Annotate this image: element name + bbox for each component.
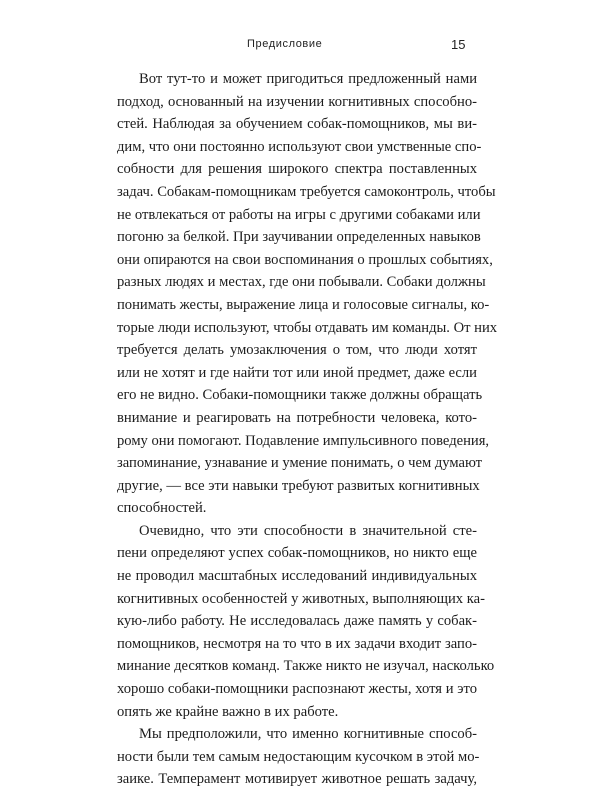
text-line: минание десятков команд. Также никто не изучал, насколько (117, 658, 495, 675)
text-line: они опираются на свои воспоминания о прошлых событиях, (117, 251, 493, 268)
text-line: другие, — все эти навыки требуют развитых когнитивных (117, 477, 480, 494)
body-text (117, 68, 498, 791)
text-line: разных людях и местах, где они побывали. Собаки должны (117, 274, 486, 291)
text-line: рому они помогают. Подавление импульсивного поведения, (117, 432, 490, 449)
text-line: способностей. (117, 500, 207, 517)
text-line: стей. Наблюдая за обучением собак-помощников, мы ви- (117, 116, 477, 133)
paragraph-2 (117, 520, 495, 723)
text-line: Вот тут-то и может пригодиться предложенный нами (139, 71, 477, 87)
text-line: его не видно. Собаки-помощники также должны обращать (117, 387, 483, 404)
text-line: дим, что они постоянно используют свои умственные спо- (117, 138, 482, 155)
text-line: заике. Темперамент мотивирует животное решать задачу, (117, 771, 477, 788)
text-line: хорошо собаки-помощники распознают жесты, хотя и это (117, 681, 477, 698)
text-line: не отвлекаться от работы на игры с другими собаками или (117, 206, 481, 223)
chapter-title: Предисловие (247, 38, 323, 50)
text-line: Мы предположили, что именно когнитивные способ- (139, 726, 477, 743)
text-line: внимание и реагировать на потребности человека, кото- (117, 409, 477, 426)
text-line: или не хотят и где найти тот или иной предмет, даже если (117, 364, 477, 381)
text-line: не проводил масштабных исследований индивидуальных (117, 568, 477, 585)
text-line: подход, основанный на изучении когнитивных способно- (117, 93, 477, 110)
text-line: погоню за белкой. При заучивании определенных навыков (117, 229, 481, 246)
running-header (0, 38, 600, 54)
paragraph-1 (117, 68, 498, 520)
text-line: пени определяют успех собак-помощников, но никто еще (117, 545, 477, 562)
text-line: требуется делать умозаключения о том, что люди хотят (117, 342, 477, 359)
text-line: ности были тем самым недостающим кусочком в этой мо- (117, 748, 480, 765)
text-line: торые люди используют, чтобы отдавать им команды. От них (117, 319, 498, 336)
text-line: опять же крайне важно в их работе. (117, 703, 339, 720)
text-line: кую-либо работу. Не исследовалась даже память у собак- (117, 613, 477, 630)
text-line: понимать жесты, выражение лица и голосовые сигналы, ко- (117, 296, 490, 313)
page-number: 15 (451, 37, 466, 52)
paragraph-3 (117, 723, 480, 791)
text-line: Очевидно, что эти способности в значительной сте- (139, 522, 477, 539)
text-line: задач. Собакам-помощникам требуется самоконтроль, чтобы (117, 183, 496, 200)
text-line: когнитивных особенностей у животных, выполняющих ка- (117, 590, 485, 607)
text-line: запоминание, узнавание и умение понимать, о чем думают (117, 455, 483, 472)
text-line: помощников, несмотря на то что в их задачи входит запо- (117, 635, 477, 652)
text-line: собности для решения широкого спектра поставленных (117, 161, 477, 178)
